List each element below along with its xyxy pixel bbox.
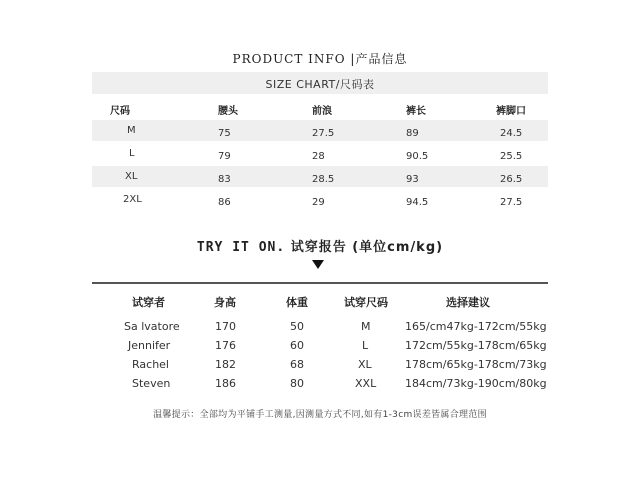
size-cell: 83 [218,174,231,185]
try-header-wearer: 试穿者 [132,296,165,309]
size-cell: 94.5 [406,197,429,208]
try-cell: 172cm/55kg-178cm/65kg [405,339,547,352]
try-cell: 186 [215,377,236,390]
product-info-title [0,50,640,67]
try-cell: L [362,339,369,352]
size-header-size: 尺码 [110,106,130,117]
try-cell: 50 [290,320,304,333]
try-cell: 165/cm47kg-172cm/55kg [405,320,547,333]
size-cell: L [129,148,135,159]
title-separator: | [350,52,356,66]
try-cell: Sa lvatore [124,320,180,333]
size-cell: 93 [406,174,419,185]
try-cell: Steven [132,377,171,390]
size-cell: 26.5 [500,174,523,185]
try-header-weight: 体重 [286,296,308,309]
try-cell: 170 [215,320,236,333]
try-title-cn: 试穿报告 (单位cm/kg) [290,240,444,255]
try-cell: Rachel [132,358,169,371]
size-cell: 28 [312,151,325,162]
try-cell: 176 [215,339,236,352]
title-cn: 产品信息 [355,52,408,66]
size-chart-subtitle: SIZE CHART/尺码表 [265,78,375,91]
try-cell: 184cm/73kg-190cm/80kg [405,377,547,390]
try-title-en: TRY IT ON. [196,240,286,255]
try-header-advice: 选择建议 [446,296,490,309]
try-cell: 80 [290,377,304,390]
size-cell: 75 [218,128,231,139]
size-cell: 86 [218,197,231,208]
try-cell: 178cm/65kg-178cm/73kg [405,358,547,371]
size-header-hem: 裤脚口 [496,106,526,117]
try-cell: XXL [355,377,377,390]
size-cell: 90.5 [406,151,429,162]
try-cell: XL [358,358,372,371]
size-header-waist: 腰头 [218,106,238,117]
section-divider [92,282,548,284]
size-cell: 79 [218,151,231,162]
size-cell: M [127,125,136,136]
measurement-note: 温馨提示：全部均为平铺手工测量,因测量方式不同,如有1-3cm误差皆属合理范围 [153,410,487,420]
try-header-height: 身高 [214,296,236,309]
size-cell: 29 [312,197,325,208]
down-triangle-icon [312,260,324,269]
try-cell: 182 [215,358,236,371]
size-cell: 27.5 [500,197,523,208]
size-cell: 28.5 [312,174,335,185]
try-cell: 68 [290,358,304,371]
size-header-length: 裤长 [406,106,426,117]
size-cell: XL [125,171,138,182]
try-cell: 60 [290,339,304,352]
title-en: PRODUCT INFO [232,52,346,66]
try-header-size: 试穿尺码 [344,296,388,309]
size-header-rise: 前浪 [312,106,332,117]
size-cell: 89 [406,128,419,139]
size-cell: 25.5 [500,151,523,162]
try-cell: M [361,320,371,333]
try-it-on-title [0,236,640,255]
try-cell: Jennifer [128,339,171,352]
size-cell: 24.5 [500,128,523,139]
size-cell: 2XL [123,194,142,205]
size-cell: 27.5 [312,128,335,139]
